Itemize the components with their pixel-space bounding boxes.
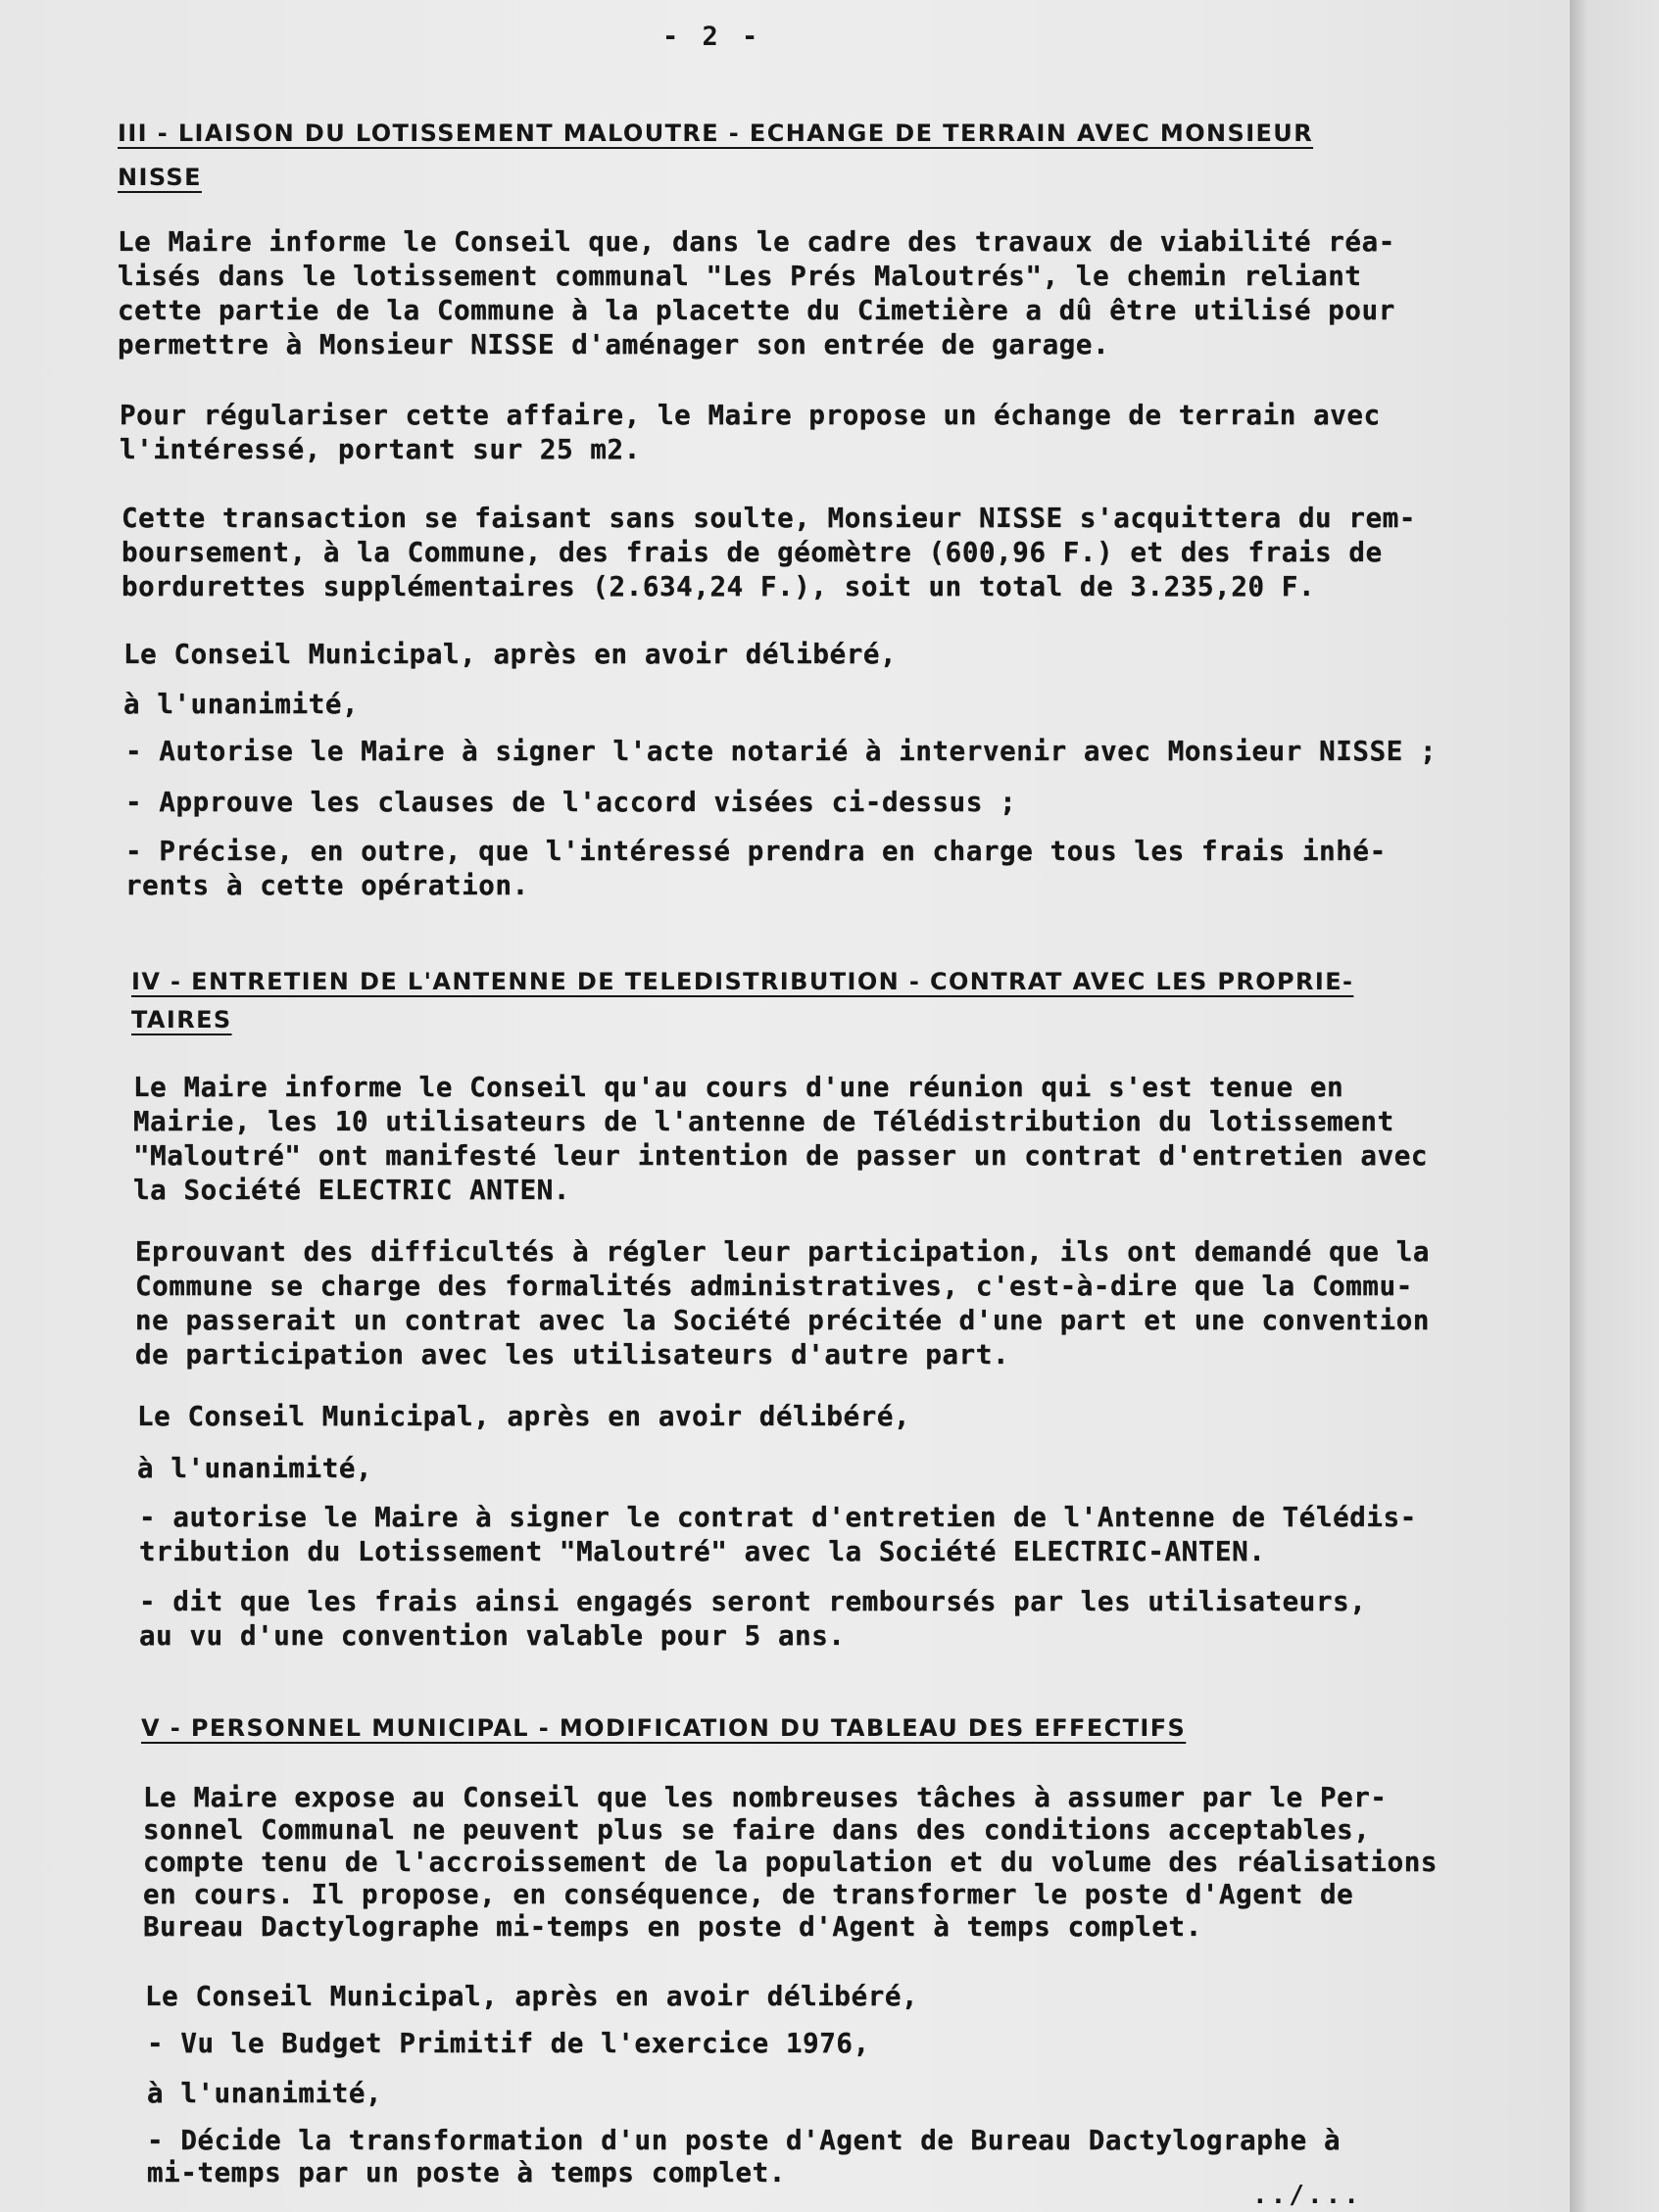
text-line: permettre à Monsieur NISSE d'aménager son entrée de garage. bbox=[118, 329, 1110, 361]
text-line: Eprouvant des difficultés à régler leur participation, ils ont demandé que la bbox=[135, 1236, 1431, 1268]
text-line: tribution du Lotissement "Maloutré" avec la Société ELECTRIC-ANTEN. bbox=[139, 1536, 1266, 1567]
text-line: Le Conseil Municipal, après en avoir délibéré, bbox=[123, 639, 898, 670]
text-line: - dit que les frais ainsi engagés seront remboursés par les utilisateurs, bbox=[139, 1586, 1367, 1617]
text-line: - Précise, en outre, que l'intéressé prendra en charge tous les frais inhé- bbox=[125, 836, 1387, 867]
text-line: - Décide la transformation d'un poste d'Agent de Bureau Dactylographe à bbox=[147, 2125, 1342, 2156]
text-line: de participation avec les utilisateurs d'autre part. bbox=[135, 1339, 1010, 1370]
text-line: à l'unanimité, bbox=[147, 2078, 383, 2109]
text-line: Le Maire informe le Conseil que, dans le cadre des travaux de viabilité réa- bbox=[118, 226, 1395, 258]
page-edge-shadow bbox=[1570, 0, 1659, 2212]
text-line: Mairie, les 10 utilisateurs de l'antenne de Télédistribution du lotissement bbox=[133, 1106, 1394, 1137]
continuation-mark: ../... bbox=[1252, 2181, 1362, 2210]
text-line: rents à cette opération. bbox=[125, 870, 529, 901]
text-line: mi-temps par un poste à temps complet. bbox=[147, 2157, 786, 2188]
text-line: Le Conseil Municipal, après en avoir délibéré, bbox=[145, 1981, 919, 2012]
text-line: à l'unanimité, bbox=[137, 1453, 373, 1484]
text-line: la Société ELECTRIC ANTEN. bbox=[133, 1175, 571, 1206]
text-line: Pour régulariser cette affaire, le Maire propose un échange de terrain avec bbox=[120, 400, 1381, 431]
section-heading: TAIRES bbox=[131, 1006, 232, 1034]
text-line: l'intéressé, portant sur 25 m2. bbox=[120, 434, 641, 465]
text-line: boursement, à la Commune, des frais de géomètre (600,96 F.) et des frais de bbox=[122, 537, 1383, 568]
text-line: Commune se charge des formalités administratives, c'est-à-dire que la Commu- bbox=[135, 1271, 1413, 1302]
text-line: "Maloutré" ont manifesté leur intention de passer un contrat d'entretien avec bbox=[133, 1140, 1429, 1172]
section-heading: NISSE bbox=[118, 164, 202, 191]
page-number: - 2 - bbox=[662, 22, 762, 52]
section-heading: IV - ENTRETIEN DE L'ANTENNE DE TELEDISTRIBUTION - CONTRAT AVEC LES PROPRIE- bbox=[131, 968, 1354, 995]
text-line: au vu d'une convention valable pour 5 ans. bbox=[139, 1620, 846, 1652]
text-line: - Approuve les clauses de l'accord visées ci-dessus ; bbox=[125, 787, 1017, 818]
text-line: Bureau Dactylographe mi-temps en poste d'Agent à temps complet. bbox=[143, 1911, 1202, 1943]
text-line: - autorise le Maire à signer le contrat d'entretien de l'Antenne de Télédis- bbox=[139, 1502, 1417, 1533]
text-line: compte tenu de l'accroissement de la population et du volume des réalisations bbox=[143, 1847, 1439, 1878]
text-line: en cours. Il propose, en conséquence, de transformer le poste d'Agent de bbox=[143, 1879, 1354, 1910]
text-line: Cette transaction se faisant sans soulte, Monsieur NISSE s'acquittera du rem- bbox=[122, 503, 1417, 534]
text-line: ne passerait un contrat avec la Société précitée d'une part et une convention bbox=[135, 1305, 1431, 1336]
text-line: sonnel Communal ne peuvent plus se faire dans des conditions acceptables, bbox=[143, 1814, 1371, 1846]
text-line: - Vu le Budget Primitif de l'exercice 1976, bbox=[147, 2028, 870, 2059]
text-line: à l'unanimité, bbox=[123, 689, 360, 720]
text-line: Le Maire informe le Conseil qu'au cours d'une réunion qui s'est tenue en bbox=[133, 1072, 1344, 1103]
text-line: - Autorise le Maire à signer l'acte notarié à intervenir avec Monsieur NISSE ; bbox=[125, 736, 1438, 767]
section-heading: III - LIAISON DU LOTISSEMENT MALOUTRE - ECHANGE DE TERRAIN AVEC MONSIEUR bbox=[118, 120, 1314, 147]
text-line: lisés dans le lotissement communal "Les Prés Maloutrés", le chemin reliant bbox=[118, 261, 1362, 292]
section-heading: V - PERSONNEL MUNICIPAL - MODIFICATION DU TABLEAU DES EFFECTIFS bbox=[141, 1714, 1187, 1742]
text-line: Le Maire expose au Conseil que les nombreuses tâches à assumer par le Per- bbox=[143, 1782, 1388, 1813]
text-line: cette partie de la Commune à la placette du Cimetière a dû être utilisé pour bbox=[118, 295, 1395, 326]
text-line: bordurettes supplémentaires (2.634,24 F.), soit un total de 3.235,20 F. bbox=[122, 571, 1316, 602]
text-line: Le Conseil Municipal, après en avoir délibéré, bbox=[137, 1401, 911, 1432]
